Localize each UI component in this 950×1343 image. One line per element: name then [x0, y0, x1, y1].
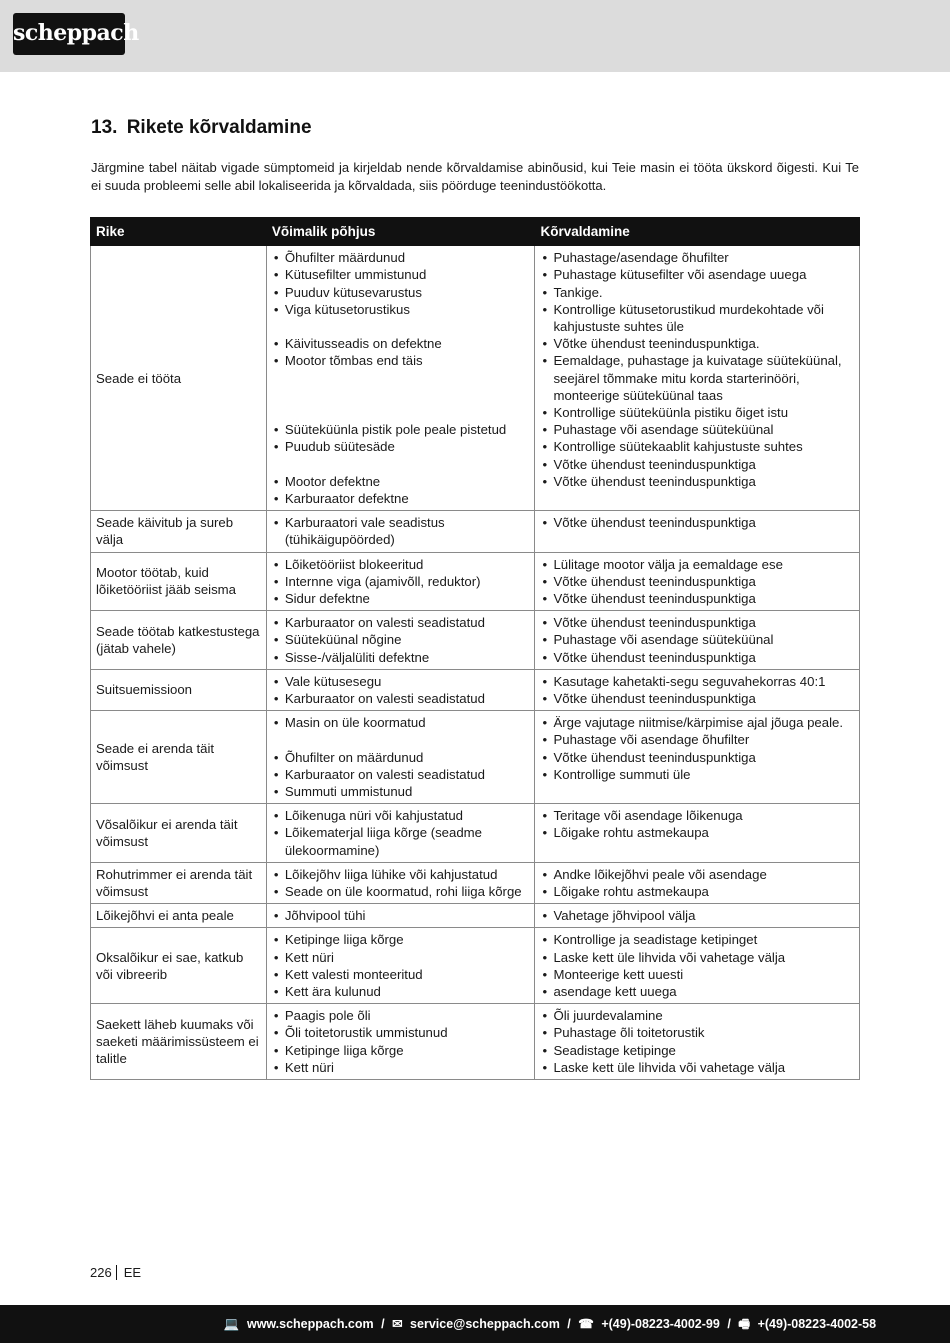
header-bar [0, 0, 950, 72]
cause-item: • Sidur defektne [271, 590, 531, 607]
list-spacer [271, 456, 531, 473]
cause-item: • Lõikenuga nüri või kahjustatud [271, 807, 531, 824]
remedy-item: • Võtke ühendust teeninduspunktiga [539, 473, 855, 490]
section-number: 13. [91, 117, 118, 138]
table-row [91, 804, 860, 863]
cause-item: • Puuduv kütusevarustus [271, 284, 531, 301]
scheppach-logo: scheppach [13, 13, 125, 55]
fault-cell: Lõikejõhvi ei anta peale [91, 904, 267, 928]
remedy-item: • Puhastage kütusefilter või asendage uuega [539, 266, 855, 283]
remedy-item: • Võtke ühendust teeninduspunktiga. [539, 335, 855, 352]
cause-item: • Mootor tõmbas end täis [271, 352, 531, 369]
cause-cell [266, 904, 535, 928]
remedy-item: • Eemaldage, puhastage ja kuivatage süüteküünal, seejärel tõmmake mitu korda starterinööri, monteerige süüteküünal taas [539, 352, 855, 404]
fault-cell: Mootor töötab, kuid lõiketööriist jääb seisma [91, 552, 267, 611]
cause-cell [266, 511, 535, 552]
remedy-item: • Võtke ühendust teeninduspunktiga [539, 690, 855, 707]
footer-separator: / [567, 1317, 571, 1331]
remedy-list [539, 673, 855, 707]
cause-cell [266, 669, 535, 710]
fault-cell: Rohutrimmer ei arenda täit võimsust [91, 862, 267, 903]
table-header-row [91, 218, 860, 246]
page-separator [116, 1265, 117, 1280]
footer-separator: / [727, 1317, 731, 1331]
cause-list [271, 866, 531, 900]
cause-cell [266, 246, 535, 511]
remedy-cell [535, 511, 860, 552]
remedy-item: • Puhastage või asendage õhufilter [539, 731, 855, 748]
footer-separator: / [381, 1317, 385, 1331]
table-body [91, 246, 860, 1080]
remedy-item: • Võtke ühendust teeninduspunktiga [539, 649, 855, 666]
cause-item: • Karburaatori vale seadistus (tühikäigupöörded) [271, 514, 531, 548]
page-number-block [90, 1265, 141, 1280]
remedy-item: • Lõigake rohtu astmekaupa [539, 824, 855, 841]
remedy-cell [535, 711, 860, 804]
remedy-list [539, 807, 855, 841]
cause-list [271, 556, 531, 608]
fault-cell: Võsalõikur ei arenda täit võimsust [91, 804, 267, 863]
remedy-cell [535, 611, 860, 670]
header-remedy: Kõrvaldamine [535, 218, 860, 246]
header-cause: Võimalik põhjus [266, 218, 535, 246]
cause-item: • Käivitusseadis on defektne [271, 335, 531, 352]
fault-cell: Saekett läheb kuumaks või saeketi määrimissüsteem ei talitle [91, 1004, 267, 1080]
remedy-cell [535, 928, 860, 1004]
cause-item: • Süüteküünal nõgine [271, 631, 531, 648]
remedy-item: • Võtke ühendust teeninduspunktiga [539, 514, 855, 531]
page-language: EE [123, 1265, 142, 1280]
fault-cell: Seade töötab katkestustega (jätab vahele) [91, 611, 267, 670]
remedy-cell [535, 862, 860, 903]
website-link[interactable]: www.scheppach.com [246, 1317, 374, 1331]
cause-item: • Õhufilter on määrdunud [271, 749, 531, 766]
fault-cell: Seade käivitub ja sureb välja [91, 511, 267, 552]
cause-item: • Sisse-/väljalüliti defektne [271, 649, 531, 666]
footer-bar [0, 1305, 950, 1343]
table-row [91, 711, 860, 804]
table-row [91, 611, 860, 670]
cause-item: • Viga kütusetorustikus [271, 301, 531, 318]
list-spacer [271, 318, 531, 335]
remedy-item: • Puhastage õli toitetorustik [539, 1024, 855, 1041]
table-row [91, 928, 860, 1004]
remedy-list [539, 514, 855, 531]
fault-cell: Suitsuemissioon [91, 669, 267, 710]
list-spacer [271, 731, 531, 748]
remedy-item: • Laske kett üle lihvida või vahetage välja [539, 1059, 855, 1076]
cause-item: • Lõiketööriist blokeeritud [271, 556, 531, 573]
phone-number: +(49)-08223-4002-99 [601, 1317, 720, 1331]
table-row [91, 669, 860, 710]
fault-cell: Oksalõikur ei sae, katkub või vibreerib [91, 928, 267, 1004]
section-title [91, 117, 312, 139]
list-spacer [271, 370, 531, 387]
cause-item: • Lõikematerjal liiga kõrge (seadme ülekoormamine) [271, 824, 531, 858]
cause-item: • Kütusefilter ummistunud [271, 266, 531, 283]
cause-list [271, 1007, 531, 1076]
mail-icon: ✉ [392, 1317, 403, 1331]
intro-paragraph: Järgmine tabel näitab vigade sümptomeid ja kirjeldab nende kõrvaldamise abinõusid, kui Teie masin ei tööta ükskord õigesti. Kui Te ei suuda probleemi selle abil lokaliseerida ja kõrvaldada, siis pöörduge teenindustöökotta. [91, 160, 859, 193]
table-row [91, 246, 860, 511]
remedy-item: • Kontrollige ja seadistage ketipinget [539, 931, 855, 948]
section-title-text: Rikete kõrvaldamine [126, 117, 312, 138]
cause-item: • Puudub süütesäde [271, 438, 531, 455]
cause-list [271, 907, 531, 924]
cause-item: • Ketipinge liiga kõrge [271, 1042, 531, 1059]
remedy-list [539, 931, 855, 1000]
remedy-cell [535, 1004, 860, 1080]
remedy-item: • Võtke ühendust teeninduspunktiga [539, 590, 855, 607]
remedy-item: • Teritage või asendage lõikenuga [539, 807, 855, 824]
cause-cell [266, 552, 535, 611]
list-spacer [271, 404, 531, 421]
remedy-item: • Võtke ühendust teeninduspunktiga [539, 573, 855, 590]
cause-cell [266, 862, 535, 903]
remedy-list [539, 1007, 855, 1076]
cause-cell [266, 1004, 535, 1080]
cause-item: • Mootor defektne [271, 473, 531, 490]
cause-item: • Summuti ummistunud [271, 783, 531, 800]
fault-cell: Seade ei tööta [91, 246, 267, 511]
table-row [91, 552, 860, 611]
remedy-item: • asendage kett uuega [539, 983, 855, 1000]
cause-list [271, 514, 531, 548]
cause-item: • Karburaator defektne [271, 490, 531, 507]
cause-item: • Seade on üle koormatud, rohi liiga kõrge [271, 883, 531, 900]
remedy-item: • Kontrollige süütekaablit kahjustuste suhtes [539, 438, 855, 455]
cause-item: • Jõhvipool tühi [271, 907, 531, 924]
troubleshooting-table [90, 217, 860, 1080]
cause-list [271, 931, 531, 1000]
table-row [91, 511, 860, 552]
header-fault: Rike [91, 218, 267, 246]
remedy-cell [535, 246, 860, 511]
remedy-list [539, 556, 855, 608]
remedy-item: • Puhastage/asendage õhufilter [539, 249, 855, 266]
remedy-item: • Tankige. [539, 284, 855, 301]
fault-cell: Seade ei arenda täit võimsust [91, 711, 267, 804]
cause-item: • Karburaator on valesti seadistatud [271, 766, 531, 783]
remedy-item: • Seadistage ketipinge [539, 1042, 855, 1059]
remedy-cell [535, 904, 860, 928]
remedy-list [539, 714, 855, 783]
remedy-item: • Puhastage või asendage süüteküünal [539, 631, 855, 648]
table-row [91, 904, 860, 928]
cause-cell [266, 711, 535, 804]
list-spacer [271, 387, 531, 404]
remedy-item: • Monteerige kett uuesti [539, 966, 855, 983]
remedy-item: • Puhastage või asendage süüteküünal [539, 421, 855, 438]
cause-list [271, 673, 531, 707]
cause-cell [266, 611, 535, 670]
remedy-item: • Ärge vajutage niitmise/kärpimise ajal jõuga peale. [539, 714, 855, 731]
phone-icon: ☎ [578, 1317, 594, 1331]
computer-icon: 💻 [223, 1317, 240, 1331]
cause-item: • Ketipinge liiga kõrge [271, 931, 531, 948]
cause-item: • Karburaator on valesti seadistatud [271, 690, 531, 707]
remedy-item: • Õli juurdevalamine [539, 1007, 855, 1024]
remedy-item: • Vahetage jõhvipool välja [539, 907, 855, 924]
remedy-item: • Kasutage kahetakti-segu seguvahekorras 40:1 [539, 673, 855, 690]
remedy-list [539, 907, 855, 924]
cause-list [271, 714, 531, 800]
cause-item: • Õli toitetorustik ummistunud [271, 1024, 531, 1041]
remedy-cell [535, 552, 860, 611]
cause-list [271, 249, 531, 507]
table-row [91, 862, 860, 903]
cause-list [271, 614, 531, 666]
cause-item: • Kett nüri [271, 949, 531, 966]
cause-cell [266, 928, 535, 1004]
remedy-item: • Kontrollige kütusetorustikud murdekohtade või kahjustuste suhtes üle [539, 301, 855, 335]
fax-number: +(49)-08223-4002-58 [757, 1317, 877, 1331]
cause-item: • Lõikejõhv liiga lühike või kahjustatud [271, 866, 531, 883]
cause-list [271, 807, 531, 859]
cause-item: • Kett ära kulunud [271, 983, 531, 1000]
fax-icon: 🖷 [738, 1317, 751, 1331]
cause-item: • Kett nüri [271, 1059, 531, 1076]
page-number: 226 [90, 1265, 112, 1280]
cause-cell [266, 804, 535, 863]
remedy-cell [535, 669, 860, 710]
remedy-cell [535, 804, 860, 863]
cause-item: • Kett valesti monteeritud [271, 966, 531, 983]
remedy-list [539, 614, 855, 666]
cause-item: • Süüteküünla pistik pole peale pistetud [271, 421, 531, 438]
remedy-list [539, 249, 855, 490]
table-row [91, 1004, 860, 1080]
remedy-item: • Võtke ühendust teeninduspunktiga [539, 614, 855, 631]
cause-item: • Masin on üle koormatud [271, 714, 531, 731]
cause-item: • Vale kütusesegu [271, 673, 531, 690]
remedy-item: • Lülitage mootor välja ja eemaldage ese [539, 556, 855, 573]
cause-item: • Õhufilter määrdunud [271, 249, 531, 266]
cause-item: • Karburaator on valesti seadistatud [271, 614, 531, 631]
remedy-item: • Lõigake rohtu astmekaupa [539, 883, 855, 900]
remedy-item: • Kontrollige summuti üle [539, 766, 855, 783]
remedy-item: • Võtke ühendust teeninduspunktiga [539, 749, 855, 766]
remedy-item: • Võtke ühendust teeninduspunktiga [539, 456, 855, 473]
remedy-item: • Andke lõikejõhvi peale või asendage [539, 866, 855, 883]
email-link[interactable]: service@scheppach.com [410, 1317, 560, 1331]
remedy-list [539, 866, 855, 900]
cause-item: • Internne viga (ajamivõll, reduktor) [271, 573, 531, 590]
cause-item: • Paagis pole õli [271, 1007, 531, 1024]
remedy-item: • Laske kett üle lihvida või vahetage välja [539, 949, 855, 966]
remedy-item: • Kontrollige süüteküünla pistiku õiget istu [539, 404, 855, 421]
